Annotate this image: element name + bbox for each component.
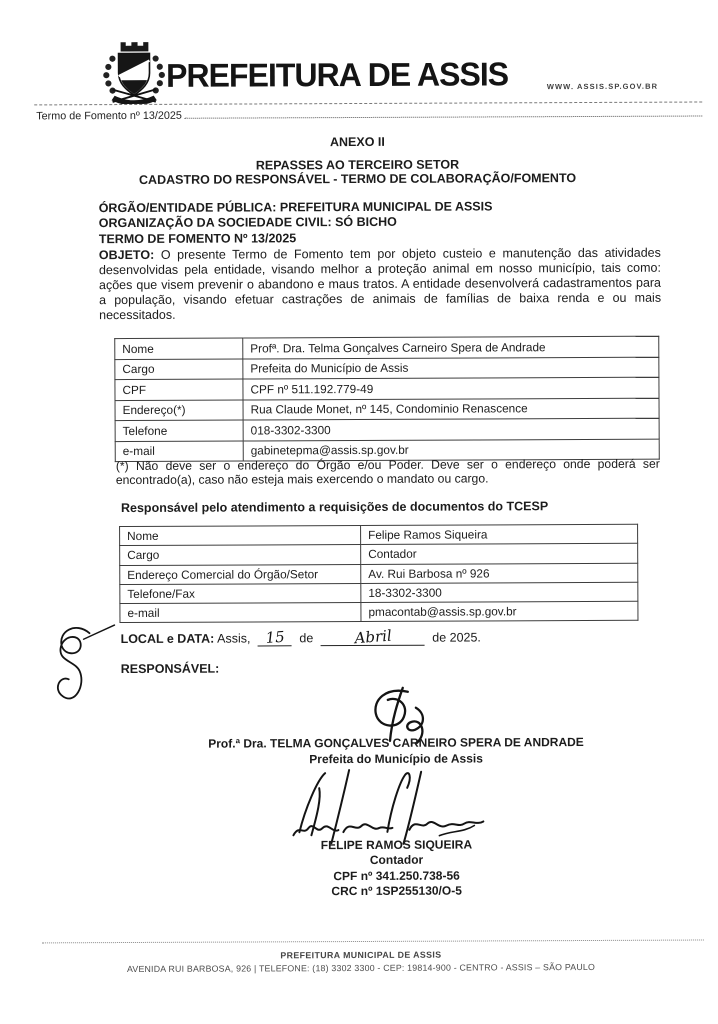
row-label: CPF — [115, 379, 243, 400]
signature-felipe — [291, 766, 491, 847]
responsavel-label: RESPONSÁVEL: — [120, 661, 220, 677]
row-label: Cargo — [115, 359, 243, 380]
margin-signature-scribble — [45, 617, 115, 717]
dotted-leader — [184, 114, 702, 118]
objeto-text: O presente Termo de Fomento tem por objeto custeio e manutenção das atividades desenvolvidas pela entidade, visando melhor a proteção animal em nosso município, tais como: ações que visem prevenir o abandono e maus tratos. A entidade desenvolverá cadastramentos para a população, visando efetuar castrações de animais de famílias de baixa renda e ou mais necessitados. — [98, 245, 662, 322]
identification-block — [99, 199, 661, 248]
signer2-block — [116, 837, 676, 901]
row-value: 018-3302-3300 — [243, 418, 659, 440]
objeto-paragraph — [99, 246, 661, 323]
row-value: gabinetepma@assis.sp.gov.br — [243, 439, 659, 461]
row-label: Endereço Comercial do Órgão/Setor — [120, 564, 361, 584]
de-text: de — [295, 631, 317, 646]
table-row — [115, 377, 659, 400]
row-label: Telefone/Fax — [120, 583, 361, 603]
footer-divider — [42, 939, 704, 943]
row-value: Prefeita do Município de Assis — [243, 357, 659, 379]
row-label: Cargo — [120, 545, 361, 565]
row-value: Profª. Dra. Telma Gonçalves Carneiro Spera de Andrade — [243, 336, 659, 358]
row-value: Av. Rui Barbosa nº 926 — [361, 563, 638, 584]
anexo-title: ANEXO II — [329, 134, 385, 150]
table-row — [115, 357, 659, 380]
tcesp-section-heading: Responsável pelo atendimento a requisições de documentos do TCESP — [120, 499, 549, 516]
table-row — [120, 524, 638, 546]
objeto-label: OBJETO: — [98, 247, 155, 263]
signer1-role: Prefeita do Município de Assis — [309, 751, 483, 767]
row-value: Rua Claude Monet, nº 145, Condominio Renascence — [243, 398, 659, 420]
table-row — [115, 398, 659, 421]
termo-line: TERMO DE FOMENTO Nº 13/2025 — [98, 231, 297, 246]
subtitle-repasses: REPASSES AO TERCEIRO SETOR — [255, 157, 460, 173]
row-label: Nome — [115, 338, 243, 359]
header-website: WWW. ASSIS.SP.GOV.BR — [546, 81, 659, 92]
row-value: Contador — [361, 544, 638, 565]
table-row — [115, 336, 659, 359]
row-value: 18-3302-3300 — [361, 582, 638, 603]
day-blank — [258, 627, 292, 648]
local-data-line — [120, 626, 481, 648]
signer2-crc: CRC nº 1SP255130/O-5 — [331, 883, 462, 899]
orgao-line: ÓRGÃO/ENTIDADE PÚBLICA: PREFEITURA MUNICIPAL DE ASSIS — [98, 199, 493, 216]
doc-reference-text: Termo de Fomento nº 13/2025 — [36, 109, 182, 123]
row-label: Nome — [120, 525, 361, 545]
table-row — [120, 544, 638, 566]
footer-address: AVENIDA RUI BARBOSA, 926 | TELEFONE: (18) 3302 3300 - CEP: 19814-900 - CENTRO - ASSIS – SÃO PAULO — [126, 961, 596, 975]
row-value: Felipe Ramos Siqueira — [361, 524, 638, 545]
table-row — [120, 582, 638, 604]
tcesp-table — [119, 524, 638, 624]
row-label: Telefone — [115, 420, 243, 441]
local-data-label: LOCAL e DATA: — [120, 631, 215, 647]
row-value: CPF nº 511.192.779-49 — [243, 377, 659, 399]
signer1-name: Prof.ª Dra. TELMA GONÇALVES CARNEIRO SPERA DE ANDRADE — [208, 735, 584, 751]
table-row — [115, 418, 659, 441]
signer1-block — [116, 734, 676, 768]
organizacao-line: ORGANIZAÇÃO DA SOCIEDADE CIVIL: SÓ BICHO — [98, 215, 397, 231]
address-footnote: (*) Não deve ser o endereço do Órgão e/ou Poder. Deve ser o endereço onde poderá ser encontrado(a), caso não esteja mais exercendo o mandato ou cargo. — [115, 456, 660, 488]
row-label: e-mail — [115, 441, 243, 462]
row-label: Endereço(*) — [115, 400, 243, 421]
signer2-name: FELIPE RAMOS SIQUEIRA — [320, 837, 473, 853]
handwritten-day: 15 — [264, 627, 286, 648]
month-blank — [321, 626, 425, 648]
responsible-table — [114, 336, 660, 462]
year-text: de 2025. — [428, 630, 481, 645]
doc-reference-line — [36, 107, 702, 122]
table-row — [120, 563, 638, 585]
brand-title: PREFEITURA DE ASSIS — [166, 55, 509, 94]
footer-org-name: PREFEITURA MUNICIPAL DE ASSIS — [280, 949, 442, 961]
handwritten-month: Abril — [353, 626, 392, 648]
signer2-role: Contador — [369, 853, 424, 868]
row-label: e-mail — [120, 603, 361, 623]
signer2-cpf: CPF nº 341.250.738-56 — [333, 868, 460, 883]
table-row — [120, 601, 638, 623]
coat-of-arms-icon — [98, 38, 170, 104]
subtitle-cadastro: CADASTRO DO RESPONSÁVEL - TERMO DE COLABORAÇÃO/FOMENTO — [138, 171, 577, 187]
city-text: Assis, — [214, 631, 254, 646]
row-value: pmacontab@assis.sp.gov.br — [361, 601, 638, 622]
